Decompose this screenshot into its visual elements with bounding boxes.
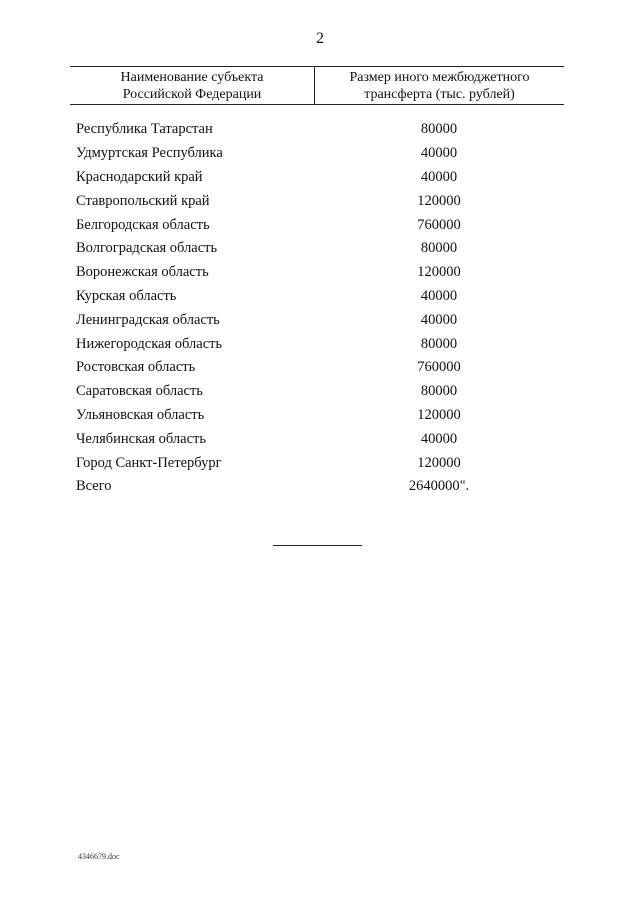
transfer-amount-cell: 40000 <box>420 287 458 304</box>
header-transfer-amount <box>315 67 564 104</box>
subject-name-cell: Всего <box>76 478 112 495</box>
subject-name-cell: Ростовская область <box>76 359 196 376</box>
table-row <box>70 332 564 356</box>
subject-name-cell: Краснодарский край <box>76 168 203 185</box>
transfer-amount-cell: 120000 <box>417 192 461 209</box>
subject-name-cell: Нижегородская область <box>76 335 223 352</box>
transfer-amount-cell: 80000 <box>420 121 458 138</box>
table-row <box>70 427 564 451</box>
table-body <box>70 118 564 499</box>
table-row <box>70 189 564 213</box>
table-row <box>70 308 564 332</box>
header-subject-name <box>70 67 315 104</box>
table-row <box>70 118 564 142</box>
header-subject-name-line1: Наименование субъекта <box>120 69 264 85</box>
footer-file-name: 4346679.doc <box>78 852 120 861</box>
page-number: 2 <box>316 30 324 47</box>
subject-name-cell: Челябинская область <box>76 430 206 447</box>
subject-name-cell: Воронежская область <box>76 264 209 281</box>
transfer-amount-cell: 80000 <box>420 335 458 352</box>
table-row <box>70 404 564 428</box>
transfer-amount-cell: 80000 <box>420 240 458 257</box>
transfer-amount-cell: 40000 <box>420 168 458 185</box>
transfer-amount-cell: 760000 <box>417 216 461 233</box>
transfer-amount-cell: 40000 <box>420 311 458 328</box>
transfer-amount-cell: 2640000". <box>408 478 470 495</box>
subject-name-cell: Курская область <box>76 287 177 304</box>
subject-name-cell: Ленинградская область <box>76 311 220 328</box>
table-row <box>70 261 564 285</box>
subject-name-cell: Саратовская область <box>76 383 203 400</box>
subject-name-cell: Волгоградская область <box>76 240 218 257</box>
transfer-amount-cell: 120000 <box>417 454 461 471</box>
header-transfer-amount-line1: Размер иного межбюджетного <box>349 69 530 85</box>
transfer-amount-cell: 40000 <box>420 430 458 447</box>
header-subject-name-line2: Российской Федерации <box>122 86 262 102</box>
subject-name-cell: Удмуртская Республика <box>76 145 223 162</box>
table-row <box>70 142 564 166</box>
table-row <box>70 356 564 380</box>
table-row <box>70 166 564 190</box>
table-row <box>70 475 564 499</box>
subject-name-cell: Белгородская область <box>76 216 210 233</box>
transfer-amount-cell: 80000 <box>420 383 458 400</box>
subject-name-cell: Республика Татарстан <box>76 121 213 138</box>
table-row <box>70 213 564 237</box>
transfer-amount-cell: 120000 <box>417 264 461 281</box>
subject-name-cell: Ульяновская область <box>76 406 205 423</box>
transfer-amount-cell: 120000 <box>417 406 461 423</box>
transfer-amount-cell: 760000 <box>417 359 461 376</box>
transfer-table <box>70 66 564 499</box>
subject-name-cell: Город Санкт-Петербург <box>76 454 222 471</box>
table-row <box>70 237 564 261</box>
table-header <box>70 66 564 105</box>
header-transfer-amount-line2: трансферта (тыс. рублей) <box>364 86 515 102</box>
table-row <box>70 380 564 404</box>
end-rule <box>273 545 362 546</box>
table-row <box>70 451 564 475</box>
subject-name-cell: Ставропольский край <box>76 192 210 209</box>
table-row <box>70 285 564 309</box>
transfer-amount-cell: 40000 <box>420 145 458 162</box>
